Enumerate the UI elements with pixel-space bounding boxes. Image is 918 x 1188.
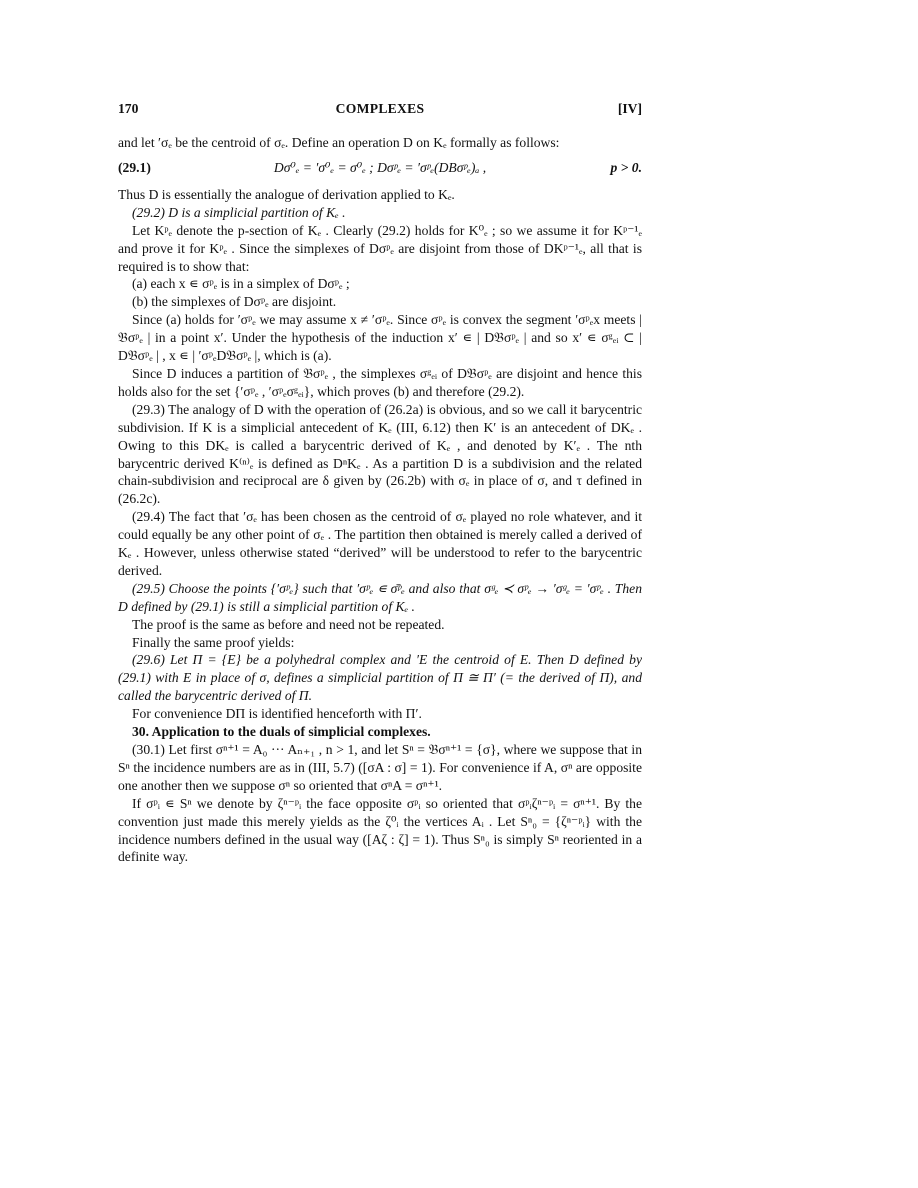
paragraph-29-3: (29.3) The analogy of D with the operation of (26.2a) is obvious, and so we call it barycentric subdivision. If K is a simplicial antecedent of Kₑ (III, 6.12) then K′ is an antecedent of DKₑ . Owing to this DKₑ is called a barycentric derived of Kₑ , and denoted by K′ₑ . The nth barycentric derived K⁽ⁿ⁾ₑ is defined as DⁿKₑ . As a partition D is a subdivision and the related chain-subdivision and reciprocal are δ given by (26.2b) with σₑ in place of σ, and τ defined in (26.2c). [118, 401, 642, 507]
equation-number: (29.1) [118, 159, 151, 175]
proposition-29-2: (29.2) D is a simplicial partition of Kₑ . [132, 204, 346, 220]
equation-condition: p > 0. [610, 159, 642, 175]
paragraph: If σᵖᵢ ∊ Sⁿ we denote by ζⁿ⁻ᵖᵢ the face opposite σᵖᵢ so oriented that σᵖᵢζⁿ⁻ᵖᵢ = σⁿ⁺¹. By the convention just made this merely yields as the ζ⁰ᵢ the vertices Aᵢ . Let Sⁿ₀ = {ζⁿ⁻ᵖᵢ} with the incidence numbers defined in the usual way ([Aζ : ζ] = 1). Thus Sⁿ₀ is simply Sⁿ reoriented in a definite way. [118, 795, 642, 865]
paragraph: Thus D is essentially the analogue of derivation applied to Kₑ. [118, 186, 455, 202]
equation-body: Dσ⁰ₑ = ′σ⁰ₑ = σ⁰ₑ ; Dσᵖₑ = ′σᵖₑ(DBσᵖₑ)ₐ , [273, 159, 487, 175]
paragraph-30-1: (30.1) Let first σⁿ⁺¹ = A₀ ··· Aₙ₊₁ , n > 1, and let Sⁿ = 𝔅σⁿ⁺¹ = {σ}, where we suppose that in Sⁿ the incidence numbers are as in (III, 5.7) ([σA : σ] = 1). For convenience if A, σⁿ are opposite one another then we suppose σⁿ so oriented that σⁿA = σⁿ⁺¹. [118, 742, 642, 793]
paragraph: The proof is the same as before and need not be repeated. [132, 616, 445, 632]
running-title: COMPLEXES [335, 101, 425, 116]
list-item-a: (a) each x ∊ σᵖₑ is in a simplex of Dσᵖₑ ; [132, 276, 350, 292]
paragraph: Since D induces a partition of 𝔅σᵖₑ , the simplexes σᵍₑᵢ of D𝔅σᵖₑ are disjoint and hence this holds also for the set {′σᵖₑ , ′σᵖₑσᵍₑᵢ}, which proves (b) and therefore (29.2). [118, 365, 642, 399]
equation-29-1 [118, 159, 642, 179]
proposition-29-6: (29.6) Let Π = {E} be a polyhedral complex and ′E the centroid of E. Then D defined by (29.1) with E in place of σ, defines a simplicial partition of Π ≅ Π′ (= the derived of Π), and called the barycentric derived of Π. [118, 652, 642, 704]
list-item-b: (b) the simplexes of Dσᵖₑ are disjoint. [132, 294, 337, 310]
section-heading-30: 30. Application to the duals of simplicial complexes. [132, 724, 431, 740]
paragraph: and let ′σₑ be the centroid of σₑ. Define an operation D on Kₑ formally as follows: [118, 135, 560, 150]
book-page [118, 100, 642, 866]
paragraph-29-4: (29.4) The fact that ′σₑ has been chosen as the centroid of σₑ played no role whatever, and it could equally be any other point of σₑ . The partition then obtained is merely called a derived of Kₑ . However, unless otherwise stated “derived” will be understood to refer to the barycentric derived. [118, 509, 642, 578]
page-number: 170 [118, 101, 139, 116]
paragraph: Finally the same proof yields: [132, 634, 295, 650]
chapter-label: [IV] [617, 101, 642, 116]
paragraph: Let Kᵖₑ denote the p-section of Kₑ . Clearly (29.2) holds for K⁰ₑ ; so we assume it for Kᵖ⁻¹ₑ and prove it for Kᵖₑ . Since the simplexes of Dσᵖₑ are disjoint from those of DKᵖ⁻¹ₑ, all that is required is to show that: [118, 222, 642, 274]
paragraph: For convenience DΠ is identified henceforth with Π′. [132, 706, 422, 722]
paragraph: Since (a) holds for ′σᵖₑ we may assume x ≠ ′σᵖₑ. Since σᵖₑ is convex the segment ′σᵖₑx meets | 𝔅σᵖₑ | in a point x′. Under the hypothesis of the induction x′ ∊ | D𝔅σᵖₑ | and so x′ ∊ σᵍₑᵢ ⊂ | D𝔅σᵖₑ | , x ∊ | ′σᵖₑD𝔅σᵖₑ |, which is (a). [118, 312, 642, 364]
running-header [118, 100, 642, 120]
proposition-29-5: (29.5) Choose the points {′σᵖₑ} such that ′σᵖₑ ∊ σ̄ᵖₑ and also that σᵍₑ ≺ σᵖₑ → ′σᵍₑ = ′σᵖₑ . Then D defined by (29.1) is still a simplicial partition of Kₑ . [118, 580, 642, 614]
page-body [118, 134, 642, 866]
